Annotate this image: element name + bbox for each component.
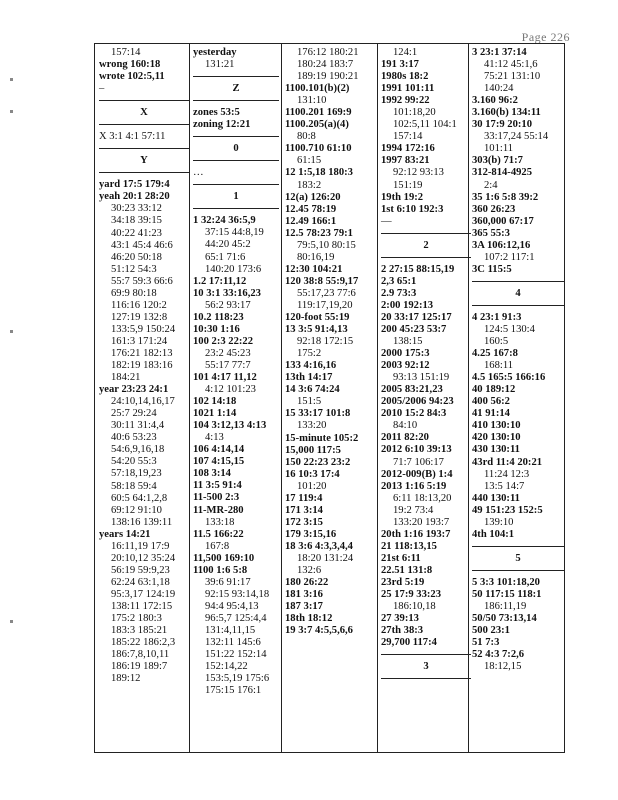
index-entry-continuation: 189:19 190:21 bbox=[297, 71, 359, 83]
index-entry-continuation: 107:2 117:1 bbox=[484, 251, 535, 263]
index-entry: 4.5 165:5 166:16 bbox=[472, 372, 546, 384]
index-entry-continuation: 102:5,11 104:1 bbox=[393, 119, 457, 131]
index-entry: X 3:1 4:1 57:11 bbox=[99, 131, 166, 143]
section-rule bbox=[472, 281, 564, 282]
index-entry-continuation: 183:3 185:21 bbox=[111, 625, 168, 637]
index-entry-continuation: 30:11 31:4,4 bbox=[111, 420, 165, 432]
index-entry-continuation: 124:1 bbox=[393, 47, 418, 58]
index-entry-continuation: 54:6,9,16,18 bbox=[111, 444, 165, 456]
index-entry-continuation: 55:17 77:7 bbox=[205, 359, 251, 371]
index-entry-continuation: 131:4,11,15 bbox=[205, 624, 256, 636]
index-entry-continuation: 65:1 71:6 bbox=[205, 251, 246, 263]
index-entry: 150 22:23 23:2 bbox=[285, 456, 351, 468]
index-column-2 bbox=[193, 47, 279, 697]
index-entry: 500 23:1 bbox=[472, 625, 510, 637]
index-entry-continuation: 151:19 bbox=[393, 179, 423, 191]
section-rule bbox=[381, 654, 471, 655]
index-entry-continuation: 30:23 33:12 bbox=[111, 203, 162, 215]
index-entry: 23rd 5:19 bbox=[381, 576, 425, 588]
index-entry-continuation: 6:11 18:13,20 bbox=[393, 492, 452, 504]
index-entry: 43rd 11:4 20:21 bbox=[472, 456, 543, 468]
section-rule bbox=[193, 184, 279, 185]
index-entry-continuation: 44:20 45:2 bbox=[205, 239, 251, 251]
index-entry: 19th 19:2 bbox=[381, 191, 424, 203]
index-entry-continuation: 151:22 152:14 bbox=[205, 649, 267, 661]
index-entry: 30 17:9 20:10 bbox=[472, 119, 533, 131]
index-entry: 1100.710 61:10 bbox=[285, 143, 352, 155]
index-entry-continuation: 46:20 50:18 bbox=[111, 251, 162, 263]
index-entry: 50 117:15 118:1 bbox=[472, 588, 542, 600]
index-entry: 13th 14:17 bbox=[285, 372, 333, 384]
index-entry-continuation: 138:11 172:15 bbox=[111, 600, 173, 612]
index-entry: 18th 18:12 bbox=[285, 613, 333, 625]
index-entry-continuation: 39:6 91:17 bbox=[205, 576, 251, 588]
index-entry-continuation: 40:6 53:23 bbox=[111, 432, 157, 444]
index-entry-continuation: 186:11,19 bbox=[484, 600, 527, 612]
index-entry: 2:00 192:13 bbox=[381, 299, 434, 311]
index-entry-continuation: 51:12 54:3 bbox=[111, 263, 157, 275]
index-entry: 27 39:13 bbox=[381, 613, 419, 625]
index-entry-continuation: 43:1 45:4 46:6 bbox=[111, 239, 173, 251]
index-entry: 15-minute 105:2 bbox=[285, 432, 359, 444]
index-entry-continuation: 140:20 173:6 bbox=[205, 263, 262, 275]
index-entry-continuation: 18:12,15 bbox=[484, 661, 522, 673]
section-letter: 5 bbox=[515, 552, 521, 564]
section-rule bbox=[193, 136, 279, 137]
index-entry: 16 10:3 17:4 bbox=[285, 468, 340, 480]
index-entry-continuation: 4:12 101:23 bbox=[205, 384, 256, 396]
index-entry-continuation: 131:10 bbox=[297, 95, 327, 107]
index-entry: 15,000 117:5 bbox=[285, 444, 341, 456]
index-entry: 49 151:23 152:5 bbox=[472, 504, 543, 516]
index-entry: 29,700 117:4 bbox=[381, 637, 437, 649]
index-entry: 51 7:3 bbox=[472, 637, 500, 649]
index-entry: 200 45:23 53:7 bbox=[381, 323, 447, 335]
index-entry: zones 53:5 bbox=[193, 107, 240, 119]
index-entry: 2.9 73:3 bbox=[381, 287, 417, 299]
index-entry: 3.160 96:2 bbox=[472, 95, 518, 107]
margin-mark bbox=[10, 110, 13, 113]
index-entry-continuation: 152:14,22 bbox=[205, 661, 248, 673]
index-entry-continuation: 40:22 41:23 bbox=[111, 227, 162, 239]
index-entry-continuation: 133:20 bbox=[297, 420, 327, 432]
index-entry: 19 3:7 4:5,5,6,6 bbox=[285, 625, 353, 637]
index-entry: 2005/2006 94:23 bbox=[381, 396, 454, 408]
index-entry: — bbox=[381, 215, 392, 227]
section-letter: 1 bbox=[233, 191, 239, 203]
index-entry: 1 32:24 36:5,9 bbox=[193, 215, 256, 227]
index-entry: 2 27:15 88:15,19 bbox=[381, 263, 455, 275]
index-entry: 400 56:2 bbox=[472, 396, 510, 408]
index-entry-continuation: 56:19 59:9,23 bbox=[111, 564, 170, 576]
index-entry-continuation: 80:8 bbox=[297, 131, 316, 143]
index-entry: years 14:21 bbox=[99, 528, 151, 540]
index-entry: 12.5 78:23 79:1 bbox=[285, 227, 353, 239]
index-entry: 12(a) 126:20 bbox=[285, 191, 341, 203]
index-entry: 11 3:5 91:4 bbox=[193, 480, 242, 492]
index-entry: 312-814-4925 bbox=[472, 167, 533, 179]
index-entry: zoning 12:21 bbox=[193, 119, 251, 131]
index-entry: 2005 83:21,23 bbox=[381, 384, 443, 396]
index-entry: 2012 6:10 39:13 bbox=[381, 444, 452, 456]
section-rule bbox=[472, 570, 564, 571]
section-rule bbox=[99, 172, 189, 173]
index-entry: 3C 115:5 bbox=[472, 263, 512, 275]
index-entry-continuation: 116:16 120:2 bbox=[111, 299, 167, 311]
index-entry-continuation: 182:19 183:16 bbox=[111, 360, 173, 372]
index-entry-continuation: 157:14 bbox=[393, 131, 423, 143]
index-entry: 120-foot 55:19 bbox=[285, 312, 350, 324]
index-entry-continuation: 101:11 bbox=[484, 143, 514, 155]
index-entry-continuation: 16:11,19 17:9 bbox=[111, 540, 170, 552]
index-entry: 360,000 67:17 bbox=[472, 215, 534, 227]
index-entry: 5 3:3 101:18,20 bbox=[472, 576, 540, 588]
index-entry-continuation: 127:19 132:8 bbox=[111, 311, 168, 323]
index-entry-continuation: 92:15 93:14,18 bbox=[205, 588, 270, 600]
section-rule bbox=[193, 100, 279, 101]
index-entry-continuation: 24:10,14,16,17 bbox=[111, 396, 175, 408]
index-entry-continuation: 175:15 176:1 bbox=[205, 685, 262, 697]
index-entry: 21st 6:11 bbox=[381, 552, 421, 564]
index-entry: 107 4:15,15 bbox=[193, 456, 245, 468]
index-entry: 11.5 166:22 bbox=[193, 528, 244, 540]
index-entry-continuation: 139:10 bbox=[484, 516, 514, 528]
index-entry: wrong 160:18 bbox=[99, 59, 161, 71]
index-entry-continuation: 92:18 172:15 bbox=[297, 336, 354, 348]
index-entry-continuation: 131:21 bbox=[205, 59, 235, 71]
index-entry: 101 4:17 11,12 bbox=[193, 371, 257, 383]
index-entry-continuation: 94:4 95:4,13 bbox=[205, 600, 259, 612]
index-entry-continuation: 184:21 bbox=[111, 372, 141, 384]
index-entry: 40 189:12 bbox=[472, 384, 516, 396]
section-rule bbox=[193, 160, 279, 161]
index-entry: 27th 38:3 bbox=[381, 625, 424, 637]
index-entry: 1100 1:6 5:8 bbox=[193, 564, 248, 576]
index-entry: 133 4:16,16 bbox=[285, 360, 337, 372]
index-column-5 bbox=[472, 47, 564, 673]
index-entry-continuation: 20:10,12 35:24 bbox=[111, 552, 176, 564]
index-entry: 102 14:18 bbox=[193, 396, 237, 408]
index-entry-continuation: 55:7 59:3 66:6 bbox=[111, 275, 173, 287]
index-entry: 2,3 65:1 bbox=[381, 275, 417, 287]
index-entry-continuation: 167:8 bbox=[205, 540, 230, 552]
column-divider bbox=[189, 44, 190, 752]
index-entry-continuation: 19:2 73:4 bbox=[393, 504, 434, 516]
index-entry: year 23:23 24:1 bbox=[99, 384, 169, 396]
index-entry-continuation: 57:18,19,23 bbox=[111, 468, 162, 480]
index-entry-continuation: 60:5 64:1,2,8 bbox=[111, 492, 168, 504]
index-entry-continuation: 61:15 bbox=[297, 155, 322, 167]
index-entry-continuation: 80:16,19 bbox=[297, 251, 335, 263]
index-entry-continuation: 62:24 63:1,18 bbox=[111, 576, 170, 588]
index-entry-continuation: 132:6 bbox=[297, 565, 322, 577]
index-column-4 bbox=[381, 47, 471, 685]
index-entry-continuation: 69:12 91:10 bbox=[111, 504, 162, 516]
index-entry: 50/50 73:13,14 bbox=[472, 613, 537, 625]
index-entry: – bbox=[99, 83, 105, 95]
index-entry: 1100.101(b)(2) bbox=[285, 83, 350, 95]
index-entry-continuation: 4:13 bbox=[205, 432, 224, 444]
index-entry-continuation: 37:15 44:8,19 bbox=[205, 227, 264, 239]
section-letter: X bbox=[140, 107, 148, 119]
index-entry: 17 119:4 bbox=[285, 492, 323, 504]
index-entry-continuation: 186:19 189:7 bbox=[111, 661, 168, 673]
section-letter: 0 bbox=[233, 143, 239, 155]
index-entry-continuation: 79:5,10 80:15 bbox=[297, 239, 356, 251]
index-entry-continuation: 161:3 171:24 bbox=[111, 335, 168, 347]
index-entry-continuation: 13:5 14:7 bbox=[484, 480, 525, 492]
index-entry: 2010 15:2 84:3 bbox=[381, 408, 447, 420]
section-rule bbox=[193, 76, 279, 77]
section-rule bbox=[193, 208, 279, 209]
section-letter: 4 bbox=[515, 287, 521, 299]
section-letter: 3 bbox=[423, 661, 429, 673]
index-entry: 2013 1:16 5:19 bbox=[381, 480, 447, 492]
section-rule bbox=[99, 124, 189, 125]
index-entry: 1st 6:10 192:3 bbox=[381, 203, 444, 215]
index-entry: 410 130:10 bbox=[472, 420, 521, 432]
index-entry-continuation: 84:10 bbox=[393, 420, 418, 432]
index-entry: 52 4:3 7:2,6 bbox=[472, 649, 525, 661]
index-entry: 20 33:17 125:17 bbox=[381, 311, 452, 323]
index-entry: 2012-009(B) 1:4 bbox=[381, 468, 453, 480]
index-entry-continuation: 101:20 bbox=[297, 480, 327, 492]
index-entry: 1991 101:11 bbox=[381, 83, 435, 95]
index-entry: yesterday bbox=[193, 47, 237, 58]
index-entry-continuation: 186:10,18 bbox=[393, 601, 436, 613]
index-entry-continuation: 25:7 29:24 bbox=[111, 408, 157, 420]
index-entry: 35 1:6 5:8 39:2 bbox=[472, 191, 539, 203]
index-entry-continuation: 157:14 bbox=[111, 47, 141, 58]
index-entry: 440 130:11 bbox=[472, 492, 520, 504]
index-entry-continuation: 189:12 bbox=[111, 673, 141, 685]
index-entry: 2003 92:12 bbox=[381, 360, 430, 372]
section-letter: 2 bbox=[423, 239, 429, 251]
index-entry-continuation: 2:4 bbox=[484, 179, 498, 191]
index-entry-continuation: 71:7 106:17 bbox=[393, 456, 444, 468]
index-entry-continuation: 58:18 59:4 bbox=[111, 480, 157, 492]
index-entry: 12:30 104:21 bbox=[285, 263, 343, 275]
index-entry: 12.49 166:1 bbox=[285, 215, 337, 227]
index-entry: 171 3:14 bbox=[285, 504, 323, 516]
index-entry: 191 3:17 bbox=[381, 59, 419, 71]
index-entry-continuation: 133:20 193:7 bbox=[393, 516, 450, 528]
index-entry: 106 4:14,14 bbox=[193, 444, 245, 456]
index-entry-continuation: 75:21 131:10 bbox=[484, 71, 541, 83]
index-entry: 179 3:15,16 bbox=[285, 528, 337, 540]
index-column-1 bbox=[99, 47, 189, 685]
section-letter: Y bbox=[140, 155, 148, 167]
index-entry: 13 3:5 91:4,13 bbox=[285, 324, 348, 336]
index-entry-continuation: 185:22 186:2,3 bbox=[111, 637, 176, 649]
index-entry-continuation: 153:5,19 175:6 bbox=[205, 673, 270, 685]
index-entry-continuation: 56:2 93:17 bbox=[205, 299, 251, 311]
index-entry-continuation: 101:18,20 bbox=[393, 107, 436, 119]
section-letter: Z bbox=[232, 83, 240, 95]
index-entry-continuation: 119:17,19,20 bbox=[297, 299, 353, 311]
index-entry: 4th 104:1 bbox=[472, 528, 515, 540]
index-entry-continuation: 133:5,9 150:24 bbox=[111, 323, 176, 335]
index-entry: 2000 175:3 bbox=[381, 348, 430, 360]
index-entry: 4 23:1 91:3 bbox=[472, 311, 522, 323]
index-entry: 365 55:3 bbox=[472, 227, 510, 239]
index-entry: 2011 82:20 bbox=[381, 432, 429, 444]
index-entry-continuation: 175:2 bbox=[297, 348, 322, 360]
index-entry: 18 3:6 4:3,3,4,4 bbox=[285, 540, 353, 552]
section-rule bbox=[99, 100, 189, 101]
index-entry: yeah 20:1 28:20 bbox=[99, 191, 170, 203]
section-rule bbox=[99, 148, 189, 149]
index-entry-continuation: 69:9 80:18 bbox=[111, 287, 157, 299]
column-divider bbox=[281, 44, 282, 752]
index-entry-continuation: 176:12 180:21 bbox=[297, 47, 359, 58]
index-entry: 1992 99:22 bbox=[381, 95, 430, 107]
column-divider bbox=[377, 44, 378, 752]
section-rule bbox=[472, 546, 564, 547]
index-entry-continuation: 160:5 bbox=[484, 336, 509, 348]
index-entry: 1100.205(a)(4) bbox=[285, 119, 349, 131]
index-entry: 10.2 118:23 bbox=[193, 311, 244, 323]
index-entry: 1100.201 169:9 bbox=[285, 107, 352, 119]
index-entry-continuation: 151:5 bbox=[297, 396, 322, 408]
index-entry-continuation: 11:24 12:3 bbox=[484, 468, 530, 480]
index-entry: 25 17:9 33:23 bbox=[381, 589, 442, 601]
index-entry: wrote 102:5,11 bbox=[99, 71, 165, 83]
index-entry-continuation: 18:20 131:24 bbox=[297, 552, 354, 564]
index-entry: 104 3:12,13 4:13 bbox=[193, 420, 267, 432]
index-entry-continuation: 54:20 55:3 bbox=[111, 456, 157, 468]
index-entry-continuation: 168:11 bbox=[484, 360, 514, 372]
index-entry-continuation: 138:15 bbox=[393, 336, 423, 348]
index-entry: 11,500 169:10 bbox=[193, 552, 255, 564]
index-entry: 10:30 1:16 bbox=[193, 323, 240, 335]
page-number: Page 226 bbox=[521, 30, 570, 44]
index-entry: 11-MR-280 bbox=[193, 504, 244, 516]
index-entry: 15 33:17 101:8 bbox=[285, 408, 351, 420]
index-entry-continuation: 140:24 bbox=[484, 83, 514, 95]
index-entry-continuation: 55:17,23 77:6 bbox=[297, 287, 356, 299]
index-entry-continuation: 93:13 151:19 bbox=[393, 372, 450, 384]
index-entry-continuation: 95:3,17 124:19 bbox=[111, 588, 176, 600]
index-entry-continuation: 96:5,7 125:4,4 bbox=[205, 612, 267, 624]
section-rule bbox=[472, 305, 564, 306]
index-entry: 181 3:16 bbox=[285, 589, 323, 601]
index-entry: 180 26:22 bbox=[285, 577, 329, 589]
index-entry-continuation: 175:2 180:3 bbox=[111, 613, 162, 625]
index-entry: 41 91:14 bbox=[472, 408, 510, 420]
index-entry: 12.45 78:19 bbox=[285, 203, 337, 215]
index-entry: 420 130:10 bbox=[472, 432, 521, 444]
index-entry-continuation: 33:17,24 55:14 bbox=[484, 131, 549, 143]
index-entry: 360 26:23 bbox=[472, 203, 516, 215]
index-entry-continuation: 180:24 183:7 bbox=[297, 59, 354, 71]
index-entry-continuation: 23:2 45:23 bbox=[205, 347, 251, 359]
index-entry: 20th 1:16 193:7 bbox=[381, 528, 451, 540]
index-entry: 12 1:5,18 180:3 bbox=[285, 167, 353, 179]
index-entry: 21 118:13,15 bbox=[381, 540, 437, 552]
index-entry: 1980s 18:2 bbox=[381, 71, 429, 83]
index-entry-continuation: 132:11 145:6 bbox=[205, 637, 261, 649]
index-entry-continuation: 138:16 139:11 bbox=[111, 516, 173, 528]
index-entry: 172 3:15 bbox=[285, 516, 323, 528]
index-entry-continuation: 124:5 130:4 bbox=[484, 323, 535, 335]
index-entry: 3 23:1 37:14 bbox=[472, 47, 527, 58]
index-entry: 303(b) 71:7 bbox=[472, 155, 523, 167]
index-entry: 3.160(b) 134:11 bbox=[472, 107, 541, 119]
index-entry: 1021 1:14 bbox=[193, 408, 237, 420]
index-entry-continuation: 133:18 bbox=[205, 516, 235, 528]
index-entry-continuation: 34:18 39:15 bbox=[111, 215, 162, 227]
index-entry-continuation: 41:12 45:1,6 bbox=[484, 59, 538, 71]
index-column-3 bbox=[285, 47, 375, 637]
index-entry: … bbox=[193, 167, 204, 179]
index-entry: 108 3:14 bbox=[193, 468, 231, 480]
index-entry: 100 2:3 22:22 bbox=[193, 335, 254, 347]
margin-mark bbox=[10, 330, 13, 333]
section-rule bbox=[381, 678, 471, 679]
margin-mark bbox=[10, 78, 13, 81]
index-entry: 3A 106:12,16 bbox=[472, 239, 531, 251]
index-entry: 14 3:6 74:24 bbox=[285, 384, 340, 396]
index-entry-continuation: 92:12 93:13 bbox=[393, 167, 444, 179]
section-rule bbox=[381, 257, 471, 258]
index-entry: yard 17:5 179:4 bbox=[99, 179, 170, 191]
index-entry: 4.25 167:8 bbox=[472, 348, 518, 360]
index-entry: 187 3:17 bbox=[285, 601, 323, 613]
index-entry: 430 130:11 bbox=[472, 444, 520, 456]
index-entry: 120 38:8 55:9,17 bbox=[285, 275, 359, 287]
index-entry-continuation: 186:7,8,10,11 bbox=[111, 649, 170, 661]
index-entry: 11-500 2:3 bbox=[193, 492, 240, 504]
index-entry-continuation: 183:2 bbox=[297, 179, 322, 191]
index-entry-continuation: 176:21 182:13 bbox=[111, 347, 173, 359]
index-entry: 1994 172:16 bbox=[381, 143, 435, 155]
index-entry: 1.2 17:11,12 bbox=[193, 275, 247, 287]
margin-mark bbox=[10, 620, 13, 623]
index-entry: 22.51 131:8 bbox=[381, 564, 433, 576]
index-entry: 10 3:1 33:16,23 bbox=[193, 287, 261, 299]
index-entry: 1997 83:21 bbox=[381, 155, 430, 167]
section-rule bbox=[381, 233, 471, 234]
